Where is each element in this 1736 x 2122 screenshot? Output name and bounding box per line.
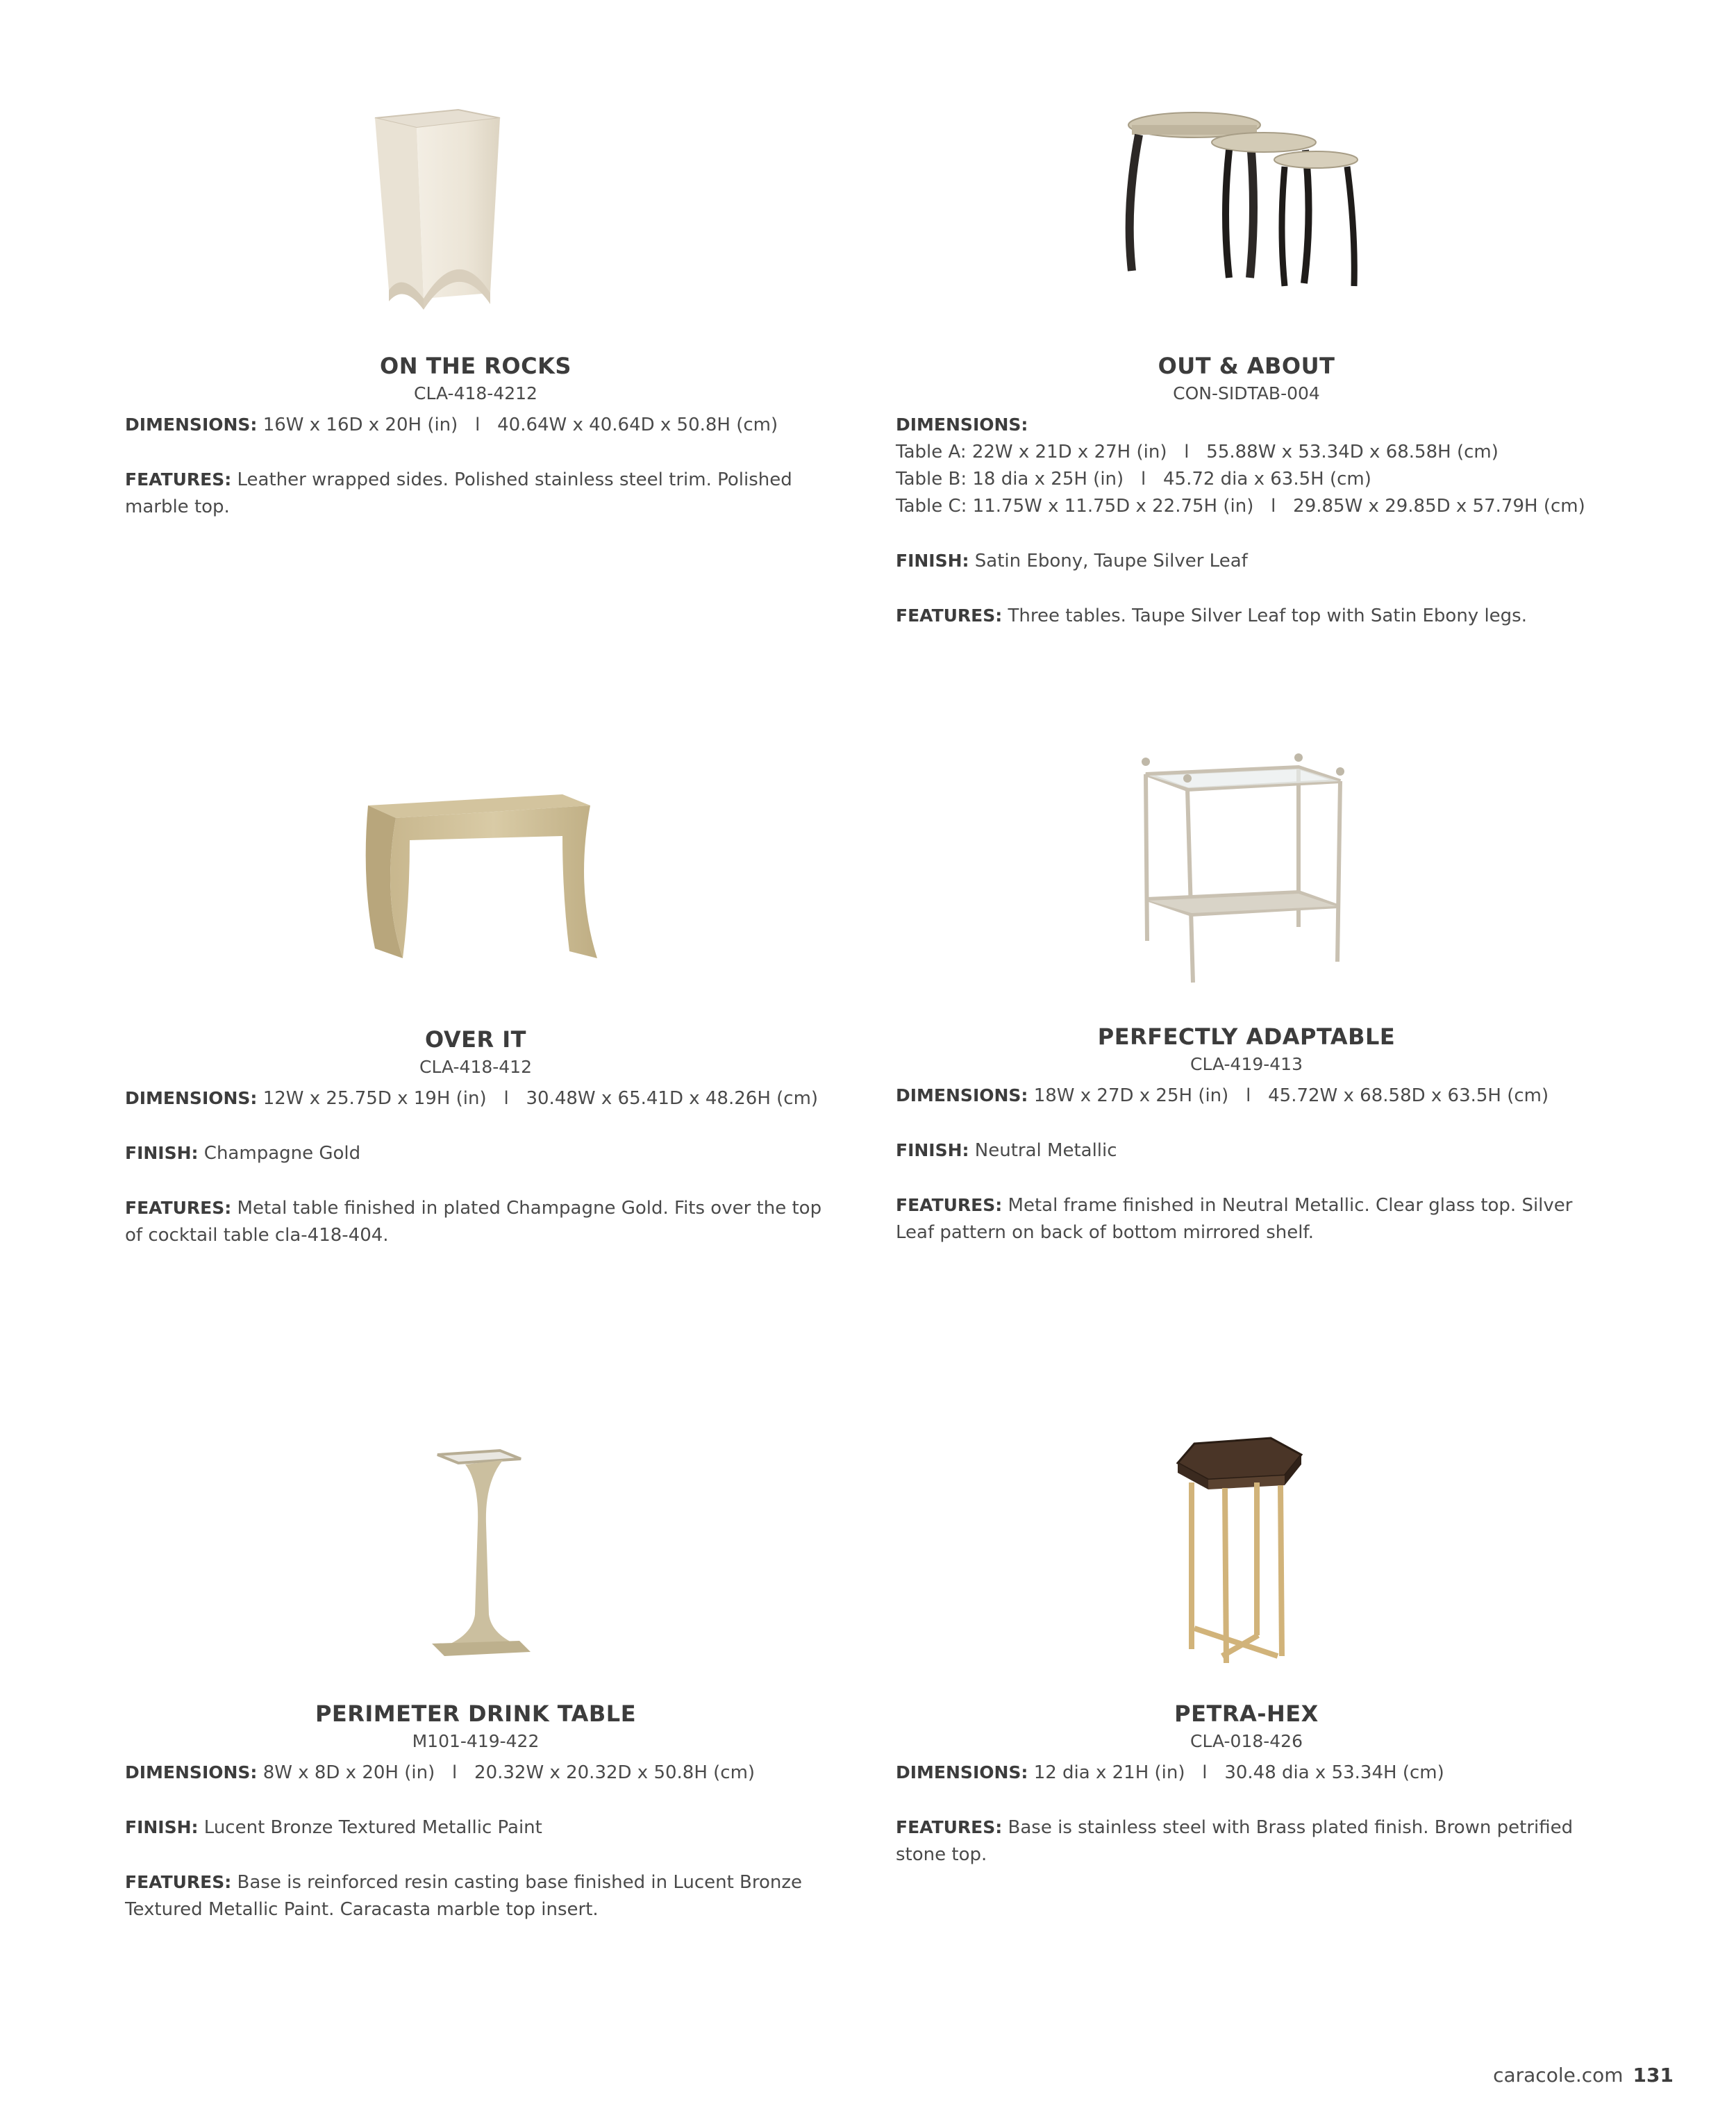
features-line bbox=[896, 1814, 1597, 1869]
dimensions-value: 12 dia x 21H (in) l 30.48 dia x 53.34H (cm) bbox=[1033, 1762, 1444, 1783]
dimensions-value: 8W x 8D x 20H (in) l 20.32W x 20.32D x 50.8H (cm) bbox=[262, 1762, 756, 1783]
product-sku: M101-419-422 bbox=[412, 1731, 540, 1751]
dimensions-line bbox=[125, 1759, 826, 1787]
dimensions-value: 12W x 25.75D x 19H (in) l 30.48W x 65.41D x 48.26H (cm) bbox=[262, 1088, 819, 1109]
dimensions-table-c: Table C: 11.75W x 11.75D x 22.75H (in) l 29.85W x 29.85D x 57.79H (cm) bbox=[896, 496, 1585, 517]
finish-value: Neutral Metallic bbox=[974, 1140, 1117, 1161]
features-value: Three tables. Taupe Silver Leaf top with Satin Ebony legs. bbox=[1008, 605, 1527, 626]
finish-value: Satin Ebony, Taupe Silver Leaf bbox=[974, 551, 1248, 571]
features-value: Base is reinforced resin casting base finished in Lucent Bronze Textured Metallic Paint. Caracasta marble top insert. bbox=[125, 1872, 803, 1920]
features-line bbox=[896, 1192, 1597, 1246]
finish-label: FINISH: bbox=[125, 1143, 199, 1163]
features-label: FEATURES: bbox=[896, 1817, 1003, 1837]
dimensions-line bbox=[125, 411, 826, 439]
dimensions-label: DIMENSIONS: bbox=[896, 1085, 1028, 1105]
features-value: Metal table finished in plated Champagne Gold. Fits over the top of cocktail table cla-418-404. bbox=[125, 1198, 822, 1246]
dimensions-label: DIMENSIONS: bbox=[896, 1762, 1028, 1782]
dimensions-label-line bbox=[896, 411, 1597, 439]
features-label: FEATURES: bbox=[125, 1872, 232, 1892]
perimeter-drink-table-image bbox=[417, 1441, 535, 1663]
product-specs bbox=[125, 1085, 826, 1249]
product-title: OUT & ABOUT bbox=[1158, 353, 1335, 379]
dimensions-label: DIMENSIONS: bbox=[125, 1762, 258, 1782]
features-value: Metal frame finished in Neutral Metallic. Clear glass top. Silver Leaf pattern on back of bottom mirrored shelf. bbox=[896, 1195, 1573, 1243]
dimensions-label: DIMENSIONS: bbox=[896, 415, 1028, 435]
features-value: Leather wrapped sides. Polished stainless steel trim. Polished marble top. bbox=[125, 469, 792, 517]
finish-label: FINISH: bbox=[896, 1140, 969, 1160]
dimensions-line bbox=[896, 1759, 1597, 1787]
product-sku: CLA-419-413 bbox=[1190, 1054, 1303, 1074]
dimensions-line bbox=[125, 1085, 826, 1112]
product-title: PETRA-HEX bbox=[1174, 1701, 1319, 1727]
page-number: 131 bbox=[1633, 2064, 1674, 2087]
product-specs bbox=[896, 411, 1597, 630]
features-line bbox=[896, 602, 1597, 630]
petra-hex-image bbox=[1167, 1434, 1319, 1670]
dimensions-value: 16W x 16D x 20H (in) l 40.64W x 40.64D x 50.8H (cm) bbox=[262, 415, 778, 435]
finish-label: FINISH: bbox=[125, 1817, 199, 1837]
dimensions-table-a: Table A: 22W x 21D x 27H (in) l 55.88W x 53.34D x 68.58H (cm) bbox=[896, 442, 1499, 462]
dimensions-table-b: Table B: 18 dia x 25H (in) l 45.72 dia x 63.5H (cm) bbox=[896, 469, 1371, 490]
product-sku: CON-SIDTAB-004 bbox=[1173, 383, 1320, 403]
product-title: PERFECTLY ADAPTABLE bbox=[1097, 1024, 1396, 1050]
dimensions-value: 18W x 27D x 25H (in) l 45.72W x 68.58D x 63.5H (cm) bbox=[1033, 1085, 1549, 1106]
finish-line bbox=[125, 1814, 826, 1841]
features-line bbox=[125, 1869, 826, 1923]
over-it-image bbox=[354, 785, 604, 972]
finish-value: Champagne Gold bbox=[203, 1143, 361, 1164]
features-value: Base is stainless steel with Brass plated finish. Brown petrified stone top. bbox=[896, 1817, 1574, 1865]
website-link[interactable]: caracole.com bbox=[1493, 2064, 1624, 2087]
features-label: FEATURES: bbox=[896, 605, 1003, 626]
product-specs bbox=[896, 1082, 1597, 1246]
dimensions-line bbox=[896, 1082, 1597, 1110]
features-label: FEATURES: bbox=[125, 1198, 232, 1218]
dimensions-label: DIMENSIONS: bbox=[125, 415, 258, 435]
finish-line bbox=[125, 1139, 826, 1167]
page-footer bbox=[1493, 2064, 1674, 2087]
features-label: FEATURES: bbox=[896, 1195, 1003, 1215]
features-line bbox=[125, 466, 826, 521]
product-title: PERIMETER DRINK TABLE bbox=[315, 1701, 637, 1727]
product-title: ON THE ROCKS bbox=[380, 353, 571, 379]
out-and-about-image bbox=[1118, 104, 1375, 306]
product-sku: CLA-418-4212 bbox=[414, 383, 537, 403]
product-title: OVER IT bbox=[425, 1026, 526, 1053]
product-sku: CLA-018-426 bbox=[1190, 1731, 1303, 1751]
finish-line bbox=[896, 547, 1597, 575]
product-sku: CLA-418-412 bbox=[419, 1057, 532, 1077]
product-specs bbox=[896, 1759, 1597, 1869]
finish-value: Lucent Bronze Textured Metallic Paint bbox=[203, 1817, 542, 1838]
features-line bbox=[125, 1194, 826, 1249]
product-specs bbox=[125, 411, 826, 521]
on-the-rocks-image bbox=[354, 97, 590, 333]
product-specs bbox=[125, 1759, 826, 1923]
features-label: FEATURES: bbox=[125, 469, 232, 490]
perfectly-adaptable-image bbox=[1132, 753, 1361, 989]
finish-label: FINISH: bbox=[896, 551, 969, 571]
dimensions-label: DIMENSIONS: bbox=[125, 1088, 258, 1108]
finish-line bbox=[896, 1137, 1597, 1164]
